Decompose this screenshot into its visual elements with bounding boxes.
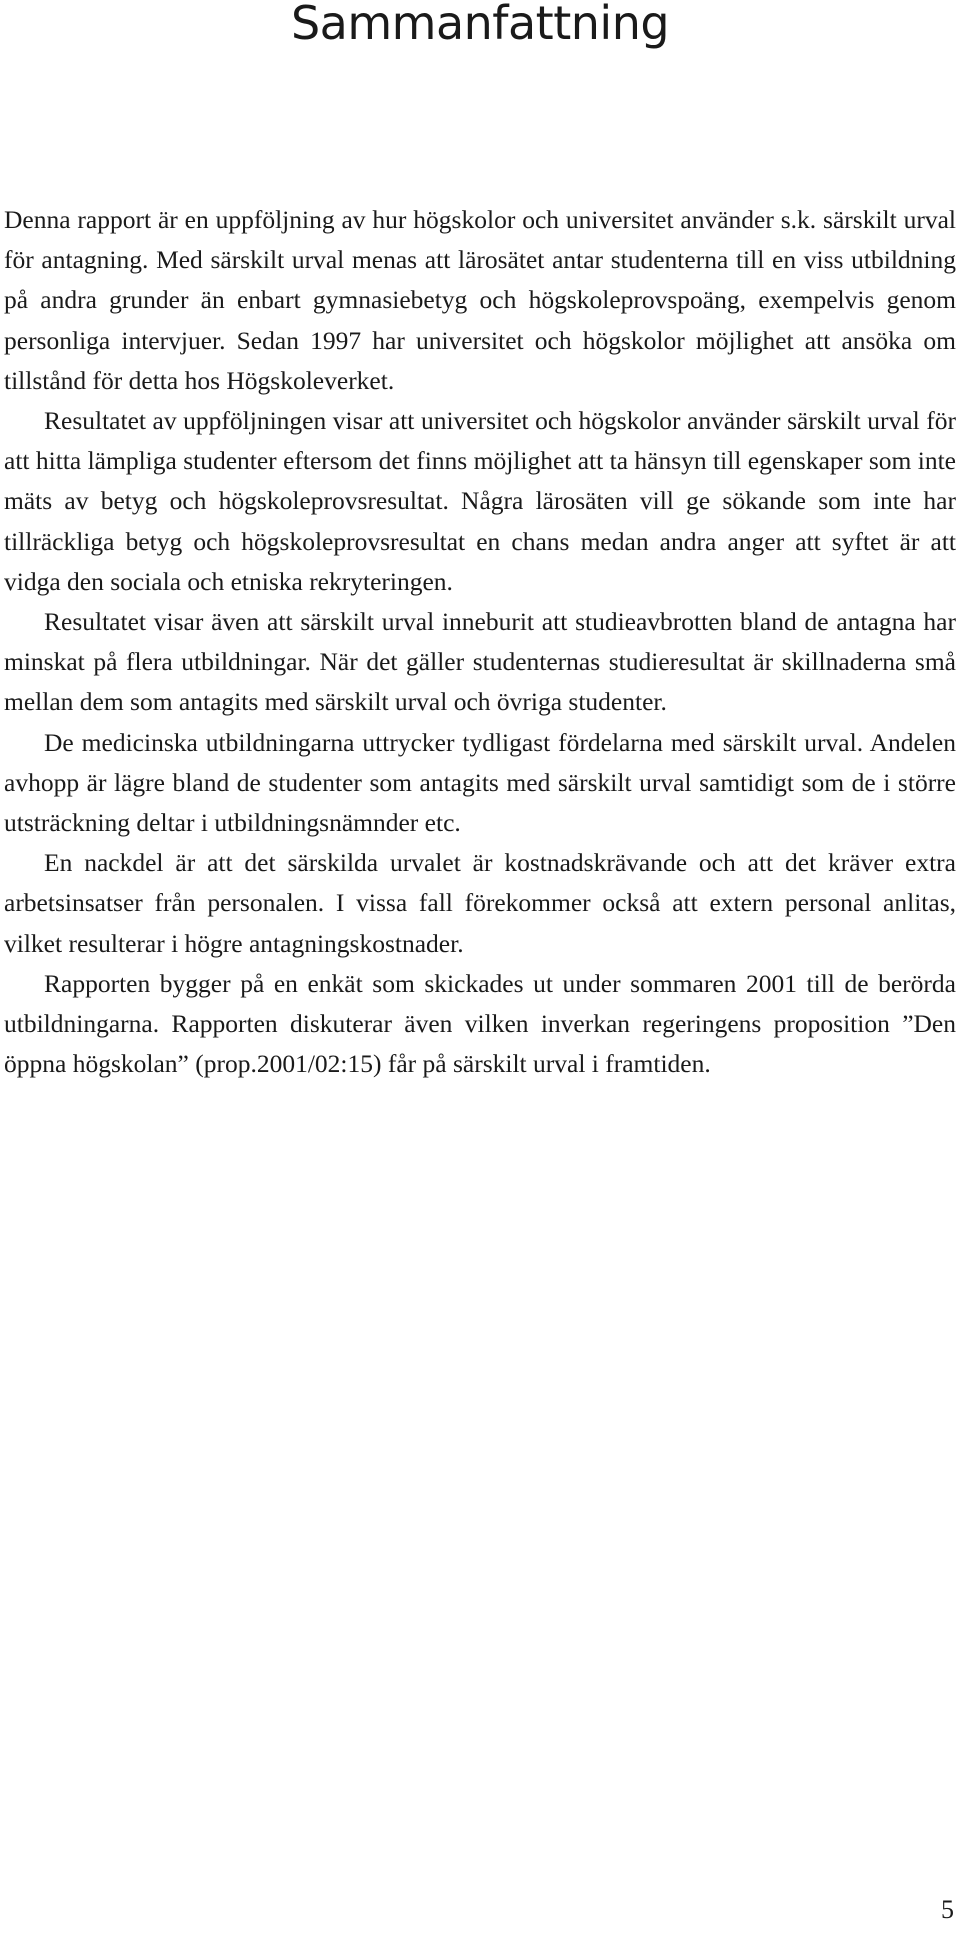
paragraph-costs: En nackdel är att det särskilda urvalet är kostnadskrävande och att det kräver extra arbetsinsatser från personalen. I vissa fall förekommer också att extern personal anlitas, vilket resulterar i högre antagningskostnader.	[4, 848, 956, 958]
paragraph-intro: Denna rapport är en uppföljning av hur högskolor och universitet använder s.k. särskilt urval för antagning. Med särskilt urval menas att lärosätet antar studenterna till en viss utbildning på andra grunder än enbart gymnasiebetyg och högskoleprovspoäng, exempelvis genom personliga intervjuer. Sedan 1997 har universitet och högskolor möjlighet att ansöka om tillstånd för detta hos Högskoleverket.	[4, 205, 956, 395]
paragraph-survey: Rapporten bygger på en enkät som skickades ut under sommaren 2001 till de berörda utbildningarna. Rapporten diskuterar även vilken inverkan regeringens proposition ”Den öppna högskolan” (prop.2001/02:15) får på särskilt urval i framtiden.	[4, 968, 956, 1079]
paragraph-medical: De medicinska utbildningarna uttrycker tydligast fördelarna med särskilt urval. Andelen avhopp är lägre bland de studenter som antagits med särskilt urval samtidigt som de i större utsträckning deltar i utbildningsnämnder etc.	[4, 727, 956, 838]
summary-body	[4, 200, 956, 1084]
paragraph-results: Resultatet av uppföljningen visar att universitet och högskolor använder särskilt urval för att hitta lämpliga studenter eftersom det finns möjlighet att ta hänsyn till egenskaper som inte mäts av betyg och högskoleprovsresultat. Några lärosäten vill ge sökande som inte har tillräckliga betyg och högskoleprovsresultat en chans medan andra anger att syftet är att vidga den sociala och etniska rekryteringen.	[4, 406, 956, 596]
paragraph-dropout: Resultatet visar även att särskilt urval inneburit att studieavbrotten bland de antagna har minskat på flera utbildningar. När det gäller studenternas studieresultat är skillnaderna små mellan dem som antagits med särskilt urval och övriga studenter.	[4, 607, 956, 717]
page-title: Sammanfattning	[290, 0, 670, 50]
page-number: 5	[941, 1895, 954, 1924]
